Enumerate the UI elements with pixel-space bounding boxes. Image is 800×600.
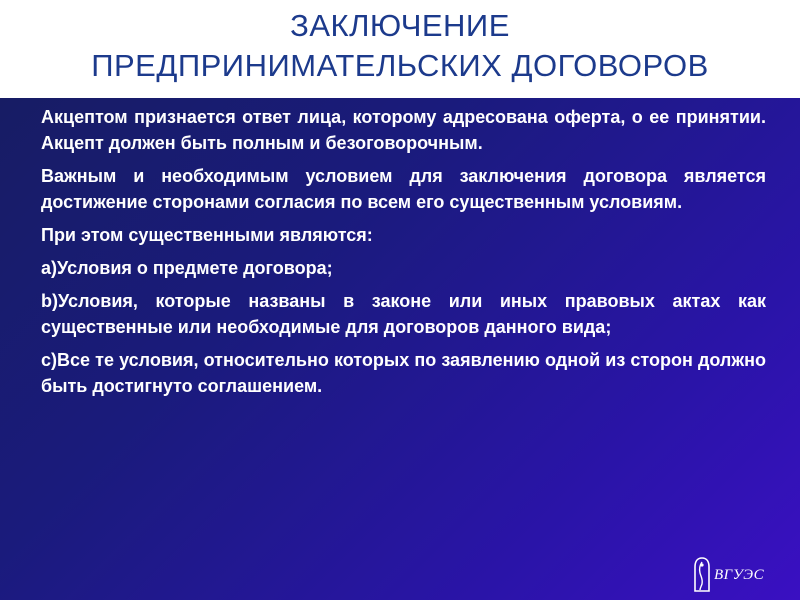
paragraph-acceptance: Акцептом признается ответ лица, которому адресована оферта, о ее принятии. Акцепт должен быть полным и безоговорочным. (41, 107, 766, 153)
paragraph-essential-conditions: Важным и необходимым условием для заключения договора является достижение сторонами согласия по всем его существенным условиям. (41, 166, 766, 212)
paragraph-essential-intro: При этом существенными являются: (41, 225, 373, 245)
slide-title (0, 6, 800, 86)
university-emblem-icon (692, 557, 712, 593)
list-item-a: a)Условия о предмете договора; (41, 258, 333, 278)
list-item-b: b)Условия, которые названы в законе или иных правовых актах как существенные или необходимые для договоров данного вида; (41, 291, 766, 337)
slide-title-line-2: ПРЕДПРИНИМАТЕЛЬСКИХ ДОГОВОРОВ (91, 48, 709, 83)
title-band (0, 0, 800, 98)
logo (690, 557, 800, 595)
list-item-c: c)Все те условия, относительно которых по заявлению одной из сторон должно быть достигнуто соглашением. (41, 350, 766, 396)
slide-title-line-1: ЗАКЛЮЧЕНИЕ (290, 8, 510, 43)
slide-body-text (41, 104, 766, 406)
logo-text: ВГУЭС (714, 567, 765, 583)
